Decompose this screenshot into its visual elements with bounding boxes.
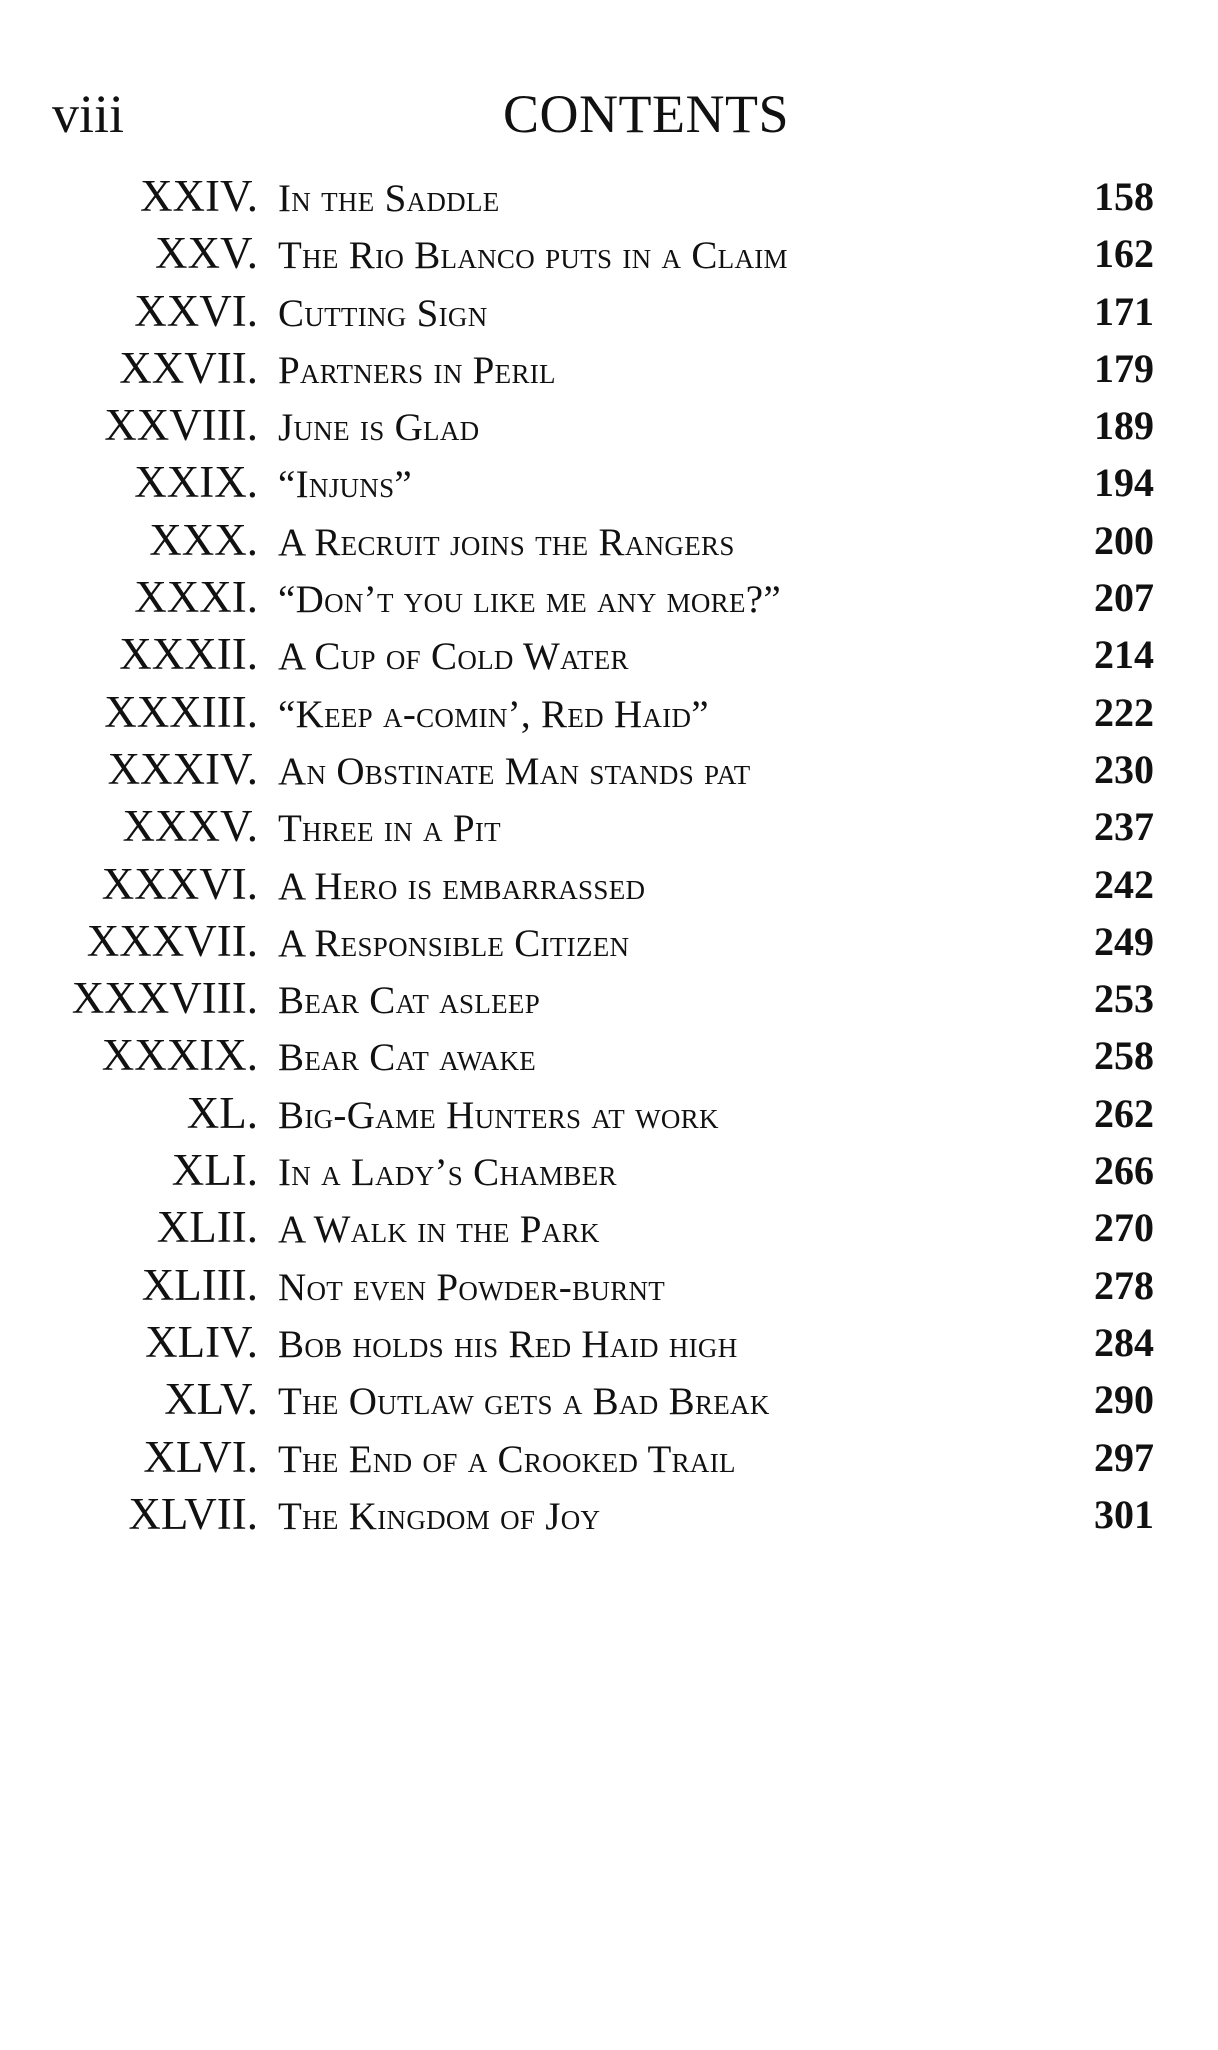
- chapter-page: 301: [1094, 1491, 1154, 1537]
- chapter-page: 262: [1094, 1090, 1154, 1136]
- toc-entry: [0, 970, 1218, 1027]
- chapter-title: Bob holds his Red Haid high: [278, 1322, 738, 1366]
- chapter-title: An Obstinate Man stands pat: [278, 749, 751, 793]
- toc-entry: [0, 684, 1218, 741]
- toc-entry: [0, 741, 1218, 798]
- chapter-number: XXXIX.: [101, 1030, 258, 1081]
- chapter-number: XLVII.: [128, 1488, 258, 1539]
- chapter-title: June is Glad: [278, 406, 480, 450]
- chapter-page: 237: [1094, 804, 1154, 850]
- chapter-number: XXVII.: [119, 342, 258, 393]
- chapter-page: 297: [1094, 1434, 1154, 1480]
- toc-entry: [0, 340, 1218, 397]
- chapter-title: A Walk in the Park: [278, 1208, 600, 1252]
- toc-entry: [0, 512, 1218, 569]
- chapter-number: XLIII.: [141, 1259, 258, 1310]
- chapter-title: “Keep a-comin’, Red Haid”: [278, 692, 709, 736]
- chapter-number: XXVIII.: [104, 400, 258, 451]
- chapter-page: 214: [1094, 632, 1154, 678]
- chapter-title: Cutting Sign: [278, 291, 488, 335]
- toc-entry: [0, 1371, 1218, 1428]
- chapter-title: A Responsible Citizen: [278, 921, 630, 965]
- chapter-page: 278: [1094, 1262, 1154, 1308]
- chapter-title: Bear Cat asleep: [278, 979, 541, 1023]
- chapter-page: 253: [1094, 976, 1154, 1022]
- chapter-number: XLV.: [164, 1374, 258, 1425]
- chapter-page: 284: [1094, 1319, 1154, 1365]
- toc-entry: [0, 913, 1218, 970]
- toc-entry: [0, 1314, 1218, 1371]
- toc-entry: [0, 856, 1218, 913]
- chapter-page: 249: [1094, 918, 1154, 964]
- toc-entry: [0, 1257, 1218, 1314]
- table-of-contents: [0, 168, 1218, 1543]
- chapter-title: In a Lady’s Chamber: [278, 1151, 617, 1195]
- chapter-page: 266: [1094, 1148, 1154, 1194]
- chapter-number: XXV.: [155, 228, 258, 279]
- toc-entry: [0, 1429, 1218, 1486]
- toc-entry: [0, 397, 1218, 454]
- toc-entry: [0, 1085, 1218, 1142]
- chapter-number: XXXVII.: [86, 915, 258, 966]
- chapter-number: XXXII.: [119, 629, 258, 680]
- chapter-number: XLIV.: [145, 1316, 258, 1367]
- chapter-title: Not even Powder-burnt: [278, 1265, 666, 1309]
- chapter-number: XXXV.: [122, 801, 258, 852]
- chapter-title: A Cup of Cold Water: [278, 635, 629, 679]
- chapter-title: The Rio Blanco puts in a Claim: [278, 234, 788, 278]
- page-header: [52, 82, 1152, 152]
- page-title: CONTENTS: [503, 84, 789, 144]
- chapter-page: 194: [1094, 460, 1154, 506]
- toc-entry: [0, 454, 1218, 511]
- toc-entry: [0, 1486, 1218, 1543]
- toc-entry: [0, 626, 1218, 683]
- toc-entry: [0, 283, 1218, 340]
- chapter-number: XXXVIII.: [71, 973, 258, 1024]
- chapter-page: 179: [1094, 345, 1154, 391]
- chapter-page: 158: [1094, 174, 1154, 219]
- chapter-number: XXXIV.: [107, 743, 258, 794]
- chapter-number: XXVI.: [134, 285, 258, 336]
- chapter-number: XLII.: [156, 1202, 258, 1253]
- chapter-page: 171: [1094, 288, 1154, 334]
- toc-entry: [0, 225, 1218, 282]
- chapter-number: XL.: [186, 1087, 258, 1138]
- toc-entry: [0, 1199, 1218, 1256]
- chapter-title: Bear Cat awake: [278, 1036, 537, 1080]
- chapter-page: 230: [1094, 746, 1154, 792]
- chapter-title: A Hero is embarrassed: [278, 864, 646, 908]
- chapter-title: A Recruit joins the Rangers: [278, 520, 735, 564]
- chapter-title: “Injuns”: [278, 463, 413, 507]
- chapter-number: XLVI.: [143, 1431, 258, 1482]
- chapter-title: The Outlaw gets a Bad Break: [278, 1380, 770, 1424]
- chapter-title: Partners in Peril: [278, 348, 556, 392]
- chapter-page: 162: [1094, 231, 1154, 277]
- chapter-number: XXXIII.: [104, 686, 258, 737]
- chapter-page: 242: [1094, 861, 1154, 907]
- chapter-title: Big-Game Hunters at work: [278, 1093, 719, 1137]
- chapter-page: 270: [1094, 1205, 1154, 1251]
- chapter-number: XXXI.: [134, 572, 258, 623]
- chapter-number: XXXVI.: [101, 858, 258, 909]
- toc-entry: [0, 1027, 1218, 1084]
- chapter-page: 222: [1094, 689, 1154, 735]
- chapter-title: “Don’t you like me any more?”: [278, 578, 781, 622]
- chapter-number: XXIV.: [140, 171, 258, 221]
- chapter-title: In the Saddle: [278, 177, 500, 220]
- chapter-page: 189: [1094, 403, 1154, 449]
- page-number: viii: [52, 84, 125, 144]
- chapter-title: The Kingdom of Joy: [278, 1494, 601, 1538]
- chapter-number: XXX.: [149, 514, 258, 565]
- chapter-number: XXIX.: [134, 457, 258, 508]
- chapter-page: 258: [1094, 1033, 1154, 1079]
- toc-entry: [0, 798, 1218, 855]
- chapter-number: XLI.: [171, 1145, 258, 1196]
- chapter-page: 207: [1094, 575, 1154, 621]
- toc-entry: [0, 1142, 1218, 1199]
- chapter-title: Three in a Pit: [278, 807, 501, 851]
- toc-entry: [0, 168, 1218, 225]
- chapter-page: 290: [1094, 1377, 1154, 1423]
- toc-entry: [0, 569, 1218, 626]
- chapter-page: 200: [1094, 517, 1154, 563]
- chapter-title: The End of a Crooked Trail: [278, 1437, 736, 1481]
